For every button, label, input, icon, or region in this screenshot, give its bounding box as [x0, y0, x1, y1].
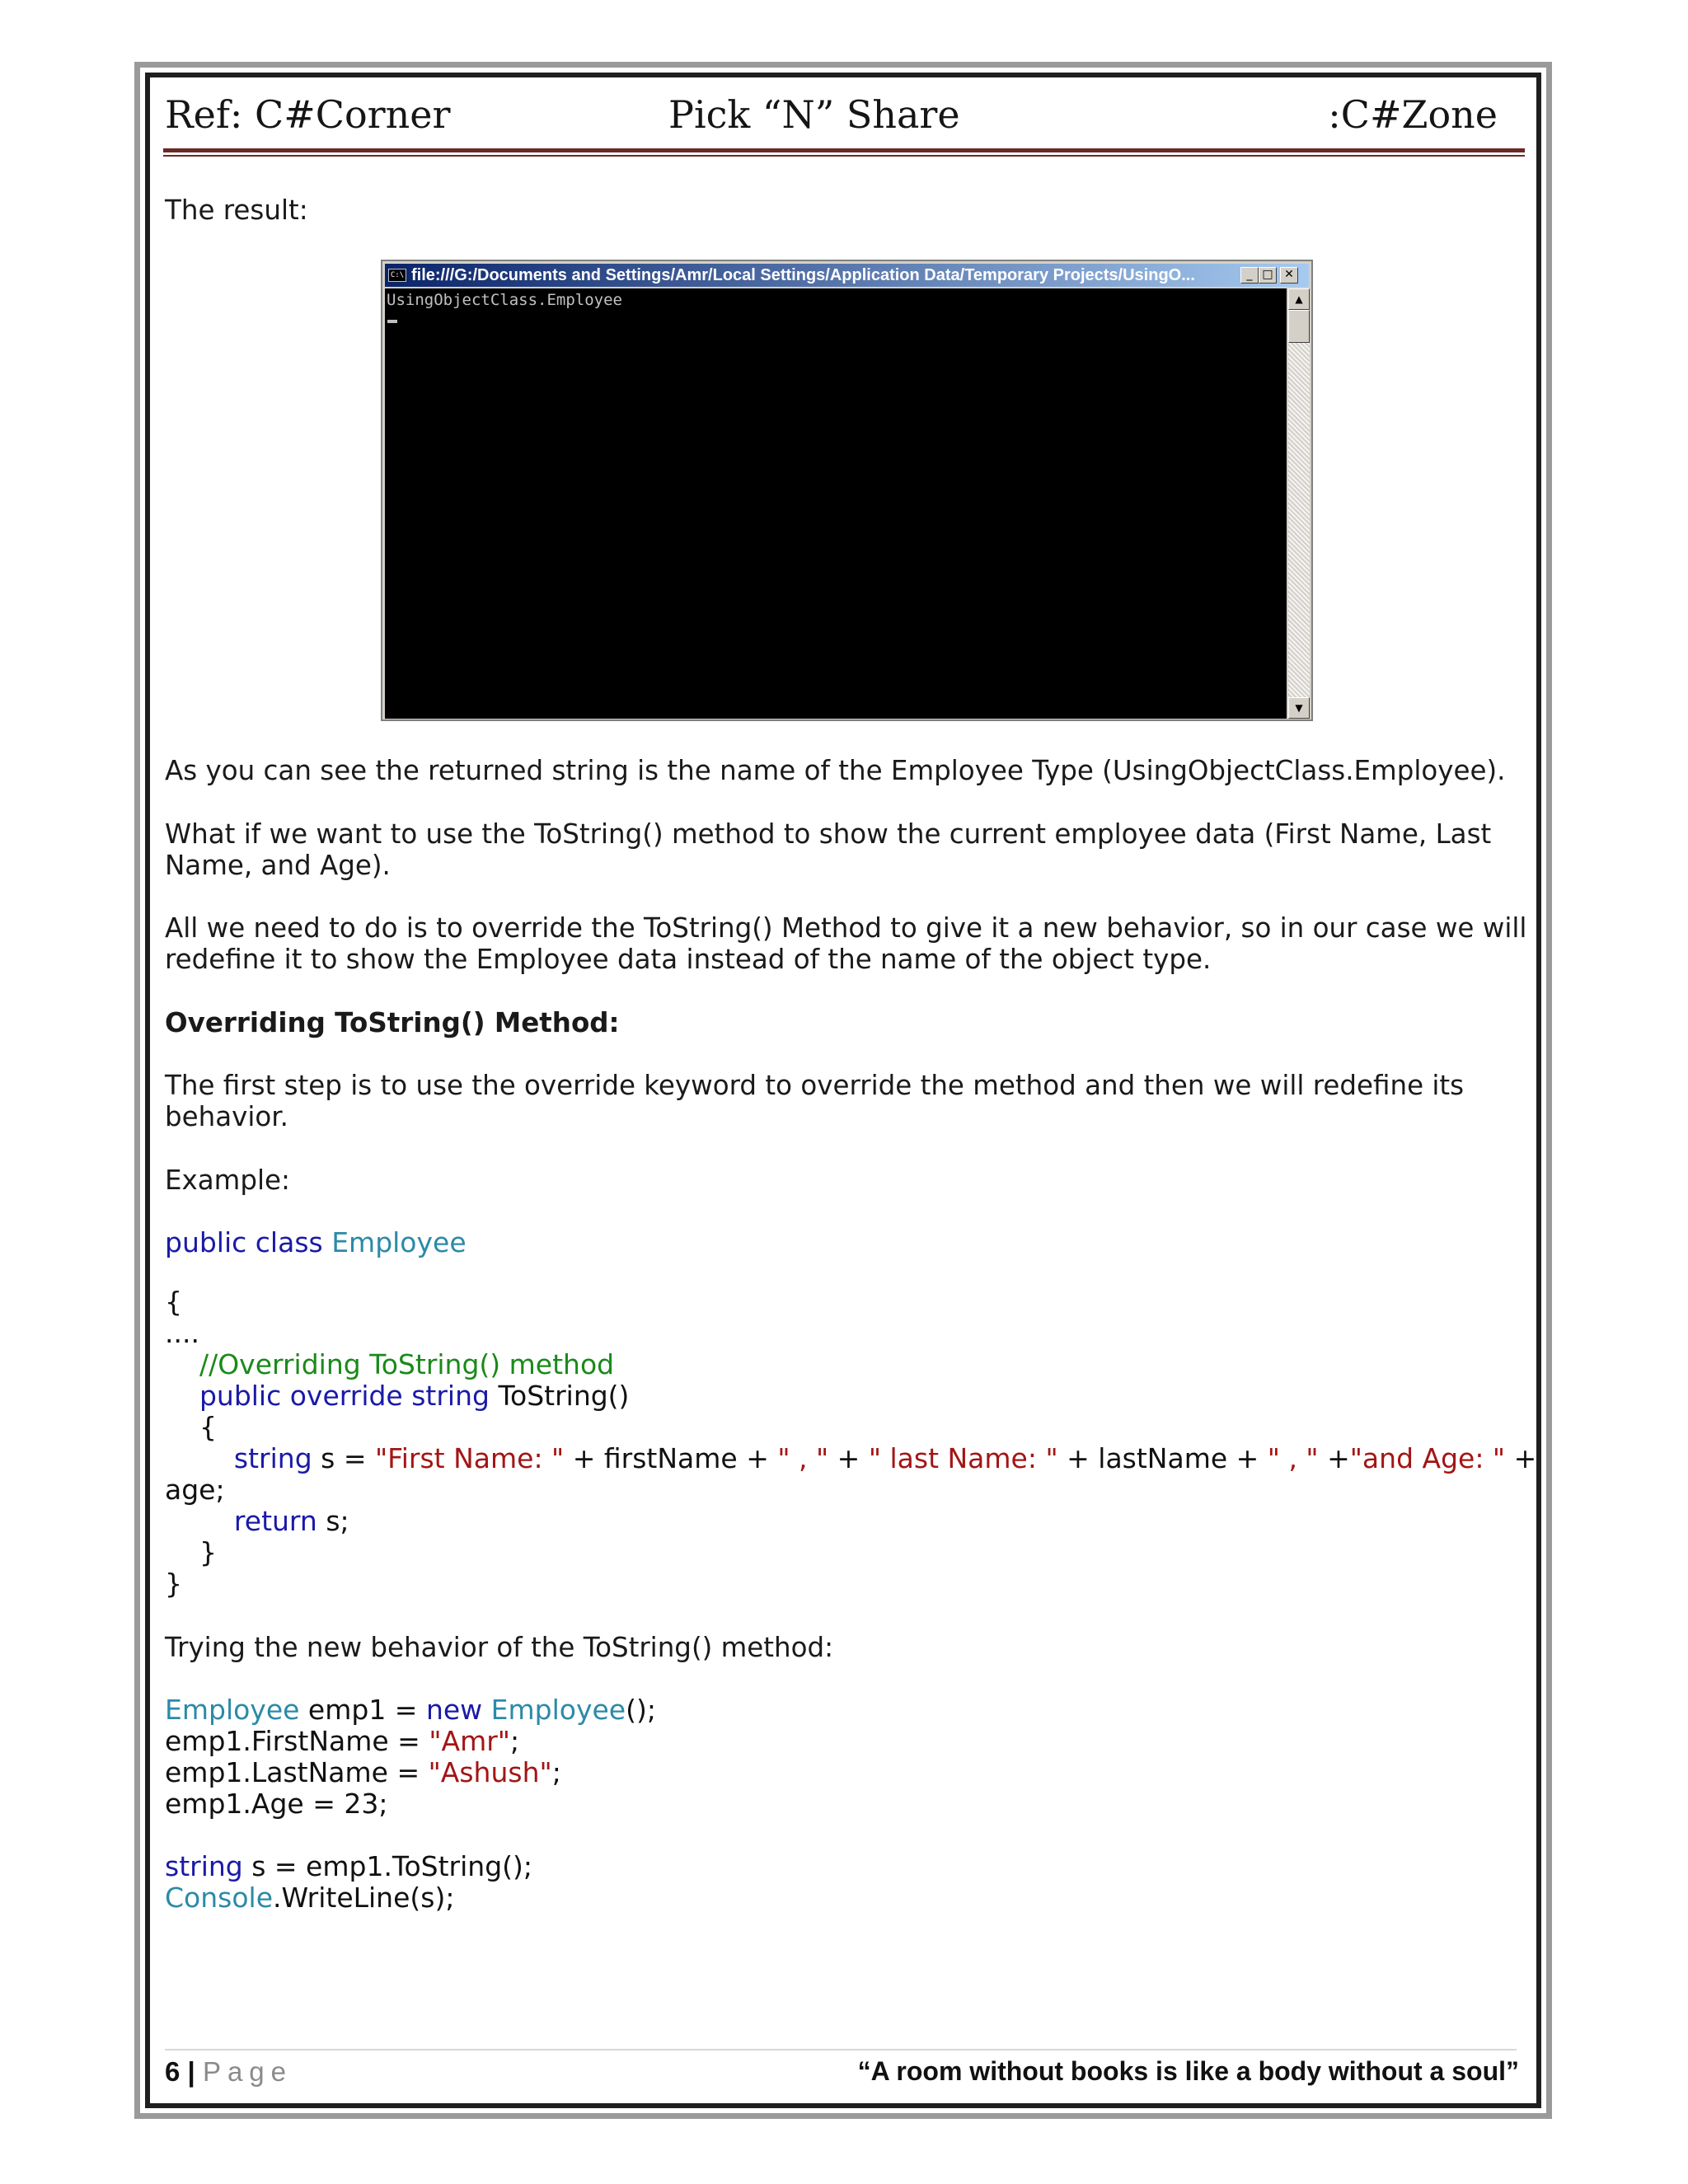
code-text: s = emp1.ToString();	[242, 1850, 533, 1882]
section-heading: Overriding ToString() Method:	[165, 1007, 620, 1038]
code-string: "First Name: "	[374, 1442, 565, 1474]
paragraph-3-line-1: All we need to do is to override the ToString() Method to give it a new behavior, so in our case we will	[165, 912, 1527, 944]
page-header	[165, 92, 1504, 142]
page-number: 6	[165, 2056, 181, 2087]
paragraph-4-line-1: The first step is to use the override keyword to override the method and then we will redefine its	[165, 1070, 1465, 1101]
console-cursor	[387, 320, 397, 323]
code-keyword: new	[425, 1694, 483, 1726]
code-line: {	[165, 1411, 217, 1443]
paragraph-1: As you can see the returned string is the name of the Employee Type (UsingObjectClass.Employee).	[165, 755, 1506, 786]
code-text: s =	[312, 1442, 375, 1474]
paragraph-3-line-2: redefine it to show the Employee data instead of the name of the object type.	[165, 944, 1212, 975]
code-string: "and Age: "	[1349, 1442, 1506, 1474]
code-line: age;	[165, 1474, 225, 1506]
code-line: }	[165, 1536, 217, 1568]
code-text: emp1 =	[299, 1694, 426, 1726]
code-line: }	[165, 1568, 182, 1600]
console-scrollbar	[1288, 288, 1310, 719]
code-text: ();	[626, 1694, 656, 1726]
scroll-up-icon: ▲	[1288, 288, 1310, 310]
console-output-area	[385, 288, 1287, 719]
console-icon: C:\	[388, 269, 406, 282]
page-separator: |	[180, 2056, 203, 2087]
paragraph-2-line-2: Name, and Age).	[165, 850, 391, 881]
code-line: {	[165, 1286, 182, 1318]
code-string: " last Name: "	[868, 1442, 1058, 1474]
header-title: Pick “N” Share	[668, 92, 960, 137]
page-footer-number	[165, 2056, 293, 2088]
code-text: +	[1318, 1442, 1350, 1474]
code-line	[165, 1882, 454, 1914]
code-line	[165, 1443, 1536, 1474]
example-label: Example:	[165, 1165, 290, 1196]
header-ref: Ref: C#Corner	[165, 92, 451, 137]
console-title: file:///G:/Documents and Settings/Amr/Local Settings/Application Data/Temporary Projects/UsingO...	[411, 266, 1195, 284]
code-keyword: string	[165, 1850, 243, 1882]
code-type: Console	[165, 1882, 274, 1914]
code-text: .WriteLine(s);	[273, 1882, 455, 1914]
maximize-icon: □	[1259, 267, 1277, 284]
code-text: ToString()	[489, 1380, 630, 1412]
code-text: ;	[509, 1725, 520, 1757]
scroll-down-icon: ▼	[1288, 697, 1310, 719]
code-type: Employee	[165, 1694, 300, 1726]
code-type: Employee	[482, 1694, 626, 1726]
code-line: emp1.Age = 23;	[165, 1788, 388, 1820]
code-text: emp1.FirstName =	[165, 1725, 429, 1757]
paragraph-4-line-2: behavior.	[165, 1101, 288, 1132]
code-line	[165, 1851, 532, 1882]
result-label: The result:	[165, 194, 308, 226]
footer-rule	[165, 2049, 1517, 2050]
paragraph-2-line-1: What if we want to use the ToString() method to show the current employee data (First Name, Last	[165, 818, 1492, 850]
footer-quote: “A room without books is like a body without a soul”	[857, 2056, 1519, 2086]
code-text: ;	[551, 1756, 561, 1788]
code-comment: //Overriding ToString() method	[165, 1348, 615, 1380]
code-line	[165, 1380, 629, 1412]
close-icon: ✕	[1280, 267, 1298, 284]
code-line	[165, 1726, 519, 1757]
code-line	[165, 1757, 561, 1788]
code-text: + firstName +	[564, 1442, 778, 1474]
code-line	[165, 1506, 349, 1537]
console-output-text: UsingObjectClass.Employee	[387, 291, 622, 309]
header-rule-thin	[163, 155, 1525, 157]
console-titlebar	[385, 264, 1309, 287]
console-window-screenshot	[381, 260, 1313, 721]
header-rule	[163, 148, 1525, 152]
code-string: "Amr"	[429, 1725, 510, 1757]
code-string: " , "	[777, 1442, 829, 1474]
code-line	[165, 1227, 467, 1258]
code-text: s;	[316, 1505, 349, 1537]
code-keyword: string	[165, 1442, 312, 1474]
minimize-icon: _	[1240, 267, 1259, 284]
scroll-thumb	[1288, 310, 1310, 343]
code-keyword: public class	[165, 1226, 323, 1258]
trying-label: Trying the new behavior of the ToString() method:	[165, 1632, 834, 1663]
code-text: +	[1505, 1442, 1537, 1474]
page-word: Page	[202, 2056, 293, 2087]
code-text: +	[828, 1442, 869, 1474]
code-text: + lastName +	[1057, 1442, 1268, 1474]
code-line: ....	[165, 1317, 199, 1349]
code-string: "Ashush"	[428, 1756, 552, 1788]
code-string: " , "	[1267, 1442, 1319, 1474]
header-zone: :C#Zone	[1328, 92, 1498, 137]
code-text: emp1.LastName =	[165, 1756, 429, 1788]
code-keyword: return	[165, 1505, 317, 1537]
code-keyword: public override string	[165, 1380, 490, 1412]
code-type: Employee	[322, 1226, 467, 1258]
code-line	[165, 1694, 656, 1726]
